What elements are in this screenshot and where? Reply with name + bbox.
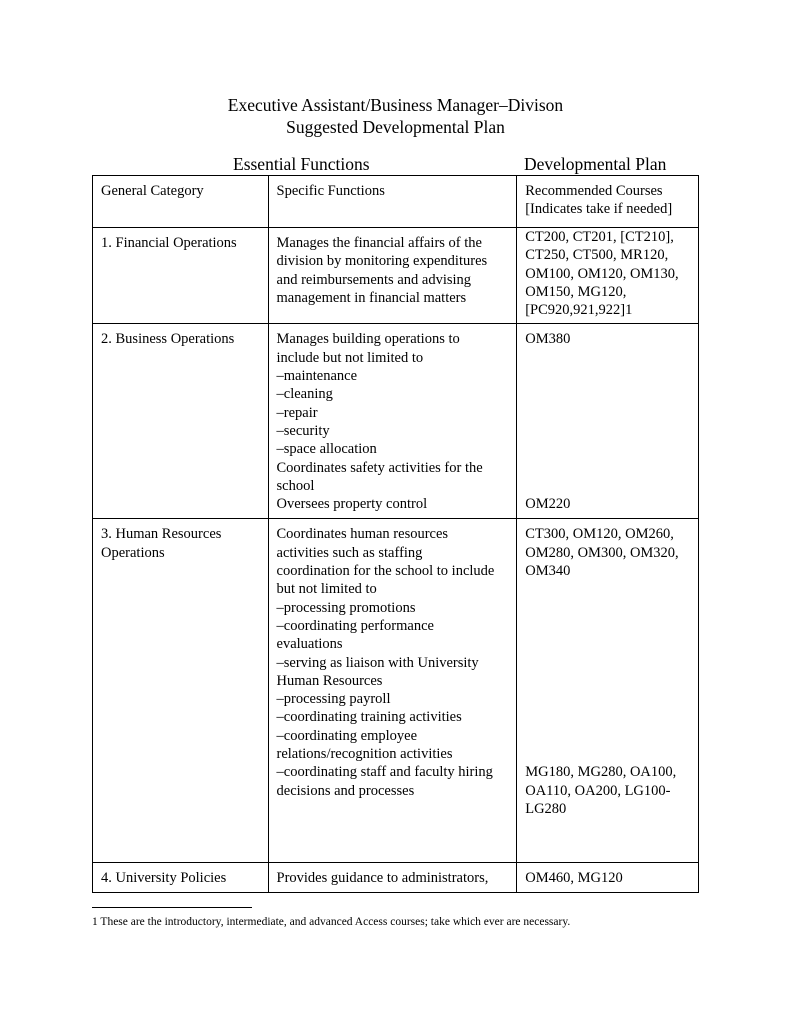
section-developmental-plan: Developmental Plan (524, 154, 667, 174)
functions-line: division by monitoring expenditures (276, 253, 488, 270)
cell-functions (268, 228, 517, 324)
category-line: 3. Human Resources (101, 526, 222, 543)
functions-line: activities such as staffing (276, 544, 423, 561)
courses-line: OM150, MG120, (525, 283, 627, 300)
functions-line: Coordinates human resources (276, 526, 449, 543)
functions-line: Oversees property control (276, 496, 428, 513)
courses-line (525, 580, 690, 598)
cell-courses (517, 228, 699, 324)
cell-functions (268, 519, 517, 863)
section-essential-functions: Essential Functions (233, 154, 370, 174)
header-text: Specific Functions (276, 183, 385, 199)
courses-line: OA110, OA200, LG100- (525, 782, 671, 799)
cell-category (93, 324, 269, 519)
courses-line (525, 654, 690, 672)
courses-line: CT250, CT500, MR120, (525, 247, 669, 264)
courses-line (525, 349, 690, 367)
courses-line: [PC920,921,922]1 (525, 302, 633, 319)
functions-line: –coordinating performance (276, 617, 434, 634)
functions-line: –processing payroll (276, 691, 391, 708)
functions-line: Human Resources (276, 672, 383, 689)
functions-line: decisions and processes (276, 782, 415, 799)
functions-line: Coordinates safety activities for the (276, 459, 483, 476)
functions-line: –security (276, 422, 330, 439)
functions-line: relations/recognition activities (276, 746, 453, 763)
table-row (93, 324, 699, 519)
courses-line (525, 727, 690, 745)
table-header-row (93, 176, 699, 228)
courses-line: OM460, MG120 (525, 870, 623, 887)
cell-functions (268, 324, 517, 519)
courses-line (525, 422, 690, 440)
courses-line: OM380 (525, 331, 571, 348)
courses-line (525, 367, 690, 385)
functions-line: –coordinating employee (276, 727, 418, 744)
functions-line: –coordinating staff and faculty hiring (276, 764, 493, 781)
functions-line: –maintenance (276, 368, 358, 385)
header-text: General Category (101, 183, 204, 199)
table-row (93, 519, 699, 863)
courses-line: OM220 (525, 496, 571, 513)
courses-line (525, 635, 690, 653)
functions-line: Manages building operations to (276, 331, 460, 348)
header-functions (268, 176, 517, 228)
functions-line: include but not limited to (276, 349, 424, 366)
category-line: 4. University Policies (101, 870, 227, 887)
courses-line (525, 745, 690, 763)
cell-category (93, 863, 269, 893)
cell-courses (517, 324, 699, 519)
functions-line: –processing promotions (276, 599, 416, 616)
courses-line: CT200, CT201, [CT210], (525, 229, 674, 245)
courses-line: OM100, OM120, OM130, (525, 265, 679, 282)
category-line: Operations (101, 544, 165, 561)
table-row (93, 863, 699, 893)
cell-category (93, 228, 269, 324)
cell-courses (517, 863, 699, 893)
header-text: [Indicates take if needed] (525, 201, 673, 218)
courses-line (525, 599, 690, 617)
functions-line: but not limited to (276, 581, 377, 598)
courses-line (525, 617, 690, 635)
functions-line: –repair (276, 404, 318, 421)
footnote-divider (92, 907, 252, 908)
courses-line: OM280, OM300, OM320, (525, 544, 679, 561)
courses-line: MG180, MG280, OA100, (525, 764, 677, 781)
title-line-1: Executive Assistant/Business Manager–Divison (227, 95, 564, 115)
category-line: 1. Financial Operations (101, 235, 237, 251)
courses-line: CT300, OM120, OM260, (525, 526, 674, 543)
header-courses (517, 176, 699, 228)
courses-line (525, 477, 690, 495)
courses-line (525, 404, 690, 422)
courses-line (525, 690, 690, 708)
functions-line: –cleaning (276, 386, 333, 403)
functions-line: –serving as liaison with University (276, 654, 479, 671)
cell-category (93, 519, 269, 863)
cell-courses (517, 519, 699, 863)
courses-line (525, 672, 690, 690)
functions-line: and reimbursements and advising (276, 271, 472, 288)
functions-line: school (276, 477, 315, 494)
courses-line (525, 385, 690, 403)
courses-line: OM340 (525, 563, 571, 580)
functions-line: coordination for the school to include (276, 563, 495, 580)
functions-line: evaluations (276, 636, 343, 653)
header-text: Recommended Courses (525, 183, 663, 199)
cell-functions (268, 863, 517, 893)
category-line: 2. Business Operations (101, 331, 235, 348)
functions-line: –coordinating training activities (276, 709, 462, 726)
functions-line: management in financial matters (276, 289, 467, 306)
courses-line (525, 459, 690, 477)
courses-line (525, 708, 690, 726)
courses-line: LG280 (525, 800, 567, 817)
courses-line (525, 440, 690, 458)
functions-line: Manages the financial affairs of the (276, 235, 482, 251)
footnote: 1 These are the introductory, intermediate, and advanced Access courses; take which ever are necessary. (92, 916, 571, 928)
plan-table (92, 175, 699, 893)
header-category (93, 176, 269, 228)
functions-line: Provides guidance to administrators, (276, 870, 489, 887)
title-line-2: Suggested Developmental Plan (286, 117, 505, 137)
table-row (93, 228, 699, 324)
functions-line: –space allocation (276, 441, 377, 458)
